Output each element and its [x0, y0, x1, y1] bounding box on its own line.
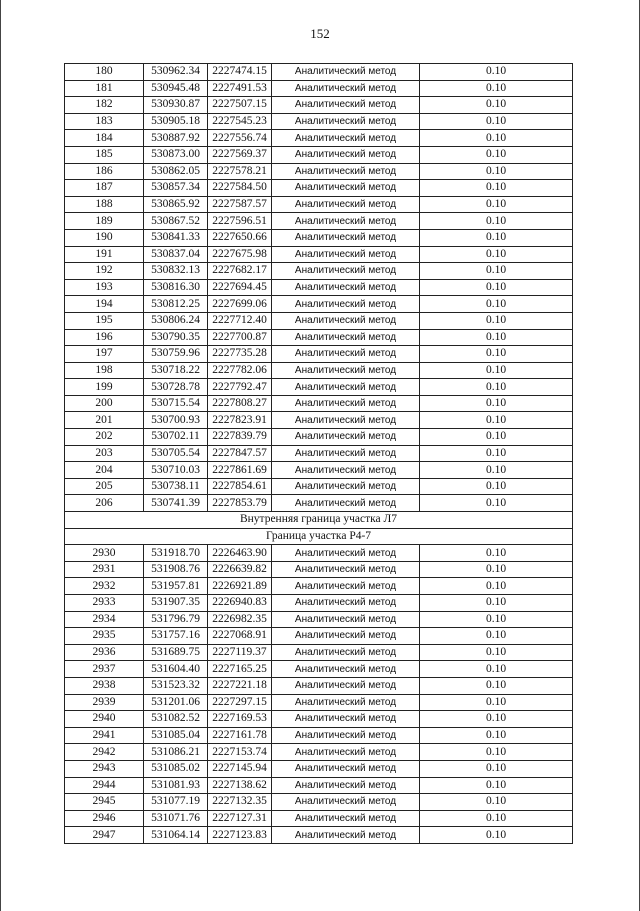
- table-row: [65, 329, 573, 346]
- table-row: [65, 777, 573, 794]
- accuracy-cell: 0.10: [420, 196, 573, 213]
- x-coordinate-cell: 530837.04: [144, 246, 208, 263]
- table-row: [65, 146, 573, 163]
- point-number-cell: 2934: [65, 611, 144, 628]
- y-coordinate-cell: 2227169.53: [208, 711, 272, 728]
- table-row: [65, 362, 573, 379]
- point-number-cell: 2936: [65, 644, 144, 661]
- y-coordinate-cell: 2227596.51: [208, 213, 272, 230]
- method-cell: Аналитический метод: [272, 395, 420, 412]
- method-cell: Аналитический метод: [272, 595, 420, 612]
- accuracy-cell: 0.10: [420, 595, 573, 612]
- point-number-cell: 200: [65, 395, 144, 412]
- point-number-cell: 192: [65, 263, 144, 280]
- method-cell: Аналитический метод: [272, 677, 420, 694]
- x-coordinate-cell: 530806.24: [144, 312, 208, 329]
- table-row: [65, 346, 573, 363]
- point-number-cell: 187: [65, 180, 144, 197]
- x-coordinate-cell: 530862.05: [144, 163, 208, 180]
- accuracy-cell: 0.10: [420, 163, 573, 180]
- y-coordinate-cell: 2227847.57: [208, 445, 272, 462]
- point-number-cell: 199: [65, 379, 144, 396]
- accuracy-cell: 0.10: [420, 113, 573, 130]
- method-cell: Аналитический метод: [272, 711, 420, 728]
- point-number-cell: 2941: [65, 727, 144, 744]
- accuracy-cell: 0.10: [420, 727, 573, 744]
- method-cell: Аналитический метод: [272, 744, 420, 761]
- y-coordinate-cell: 2227569.37: [208, 146, 272, 163]
- y-coordinate-cell: 2227221.18: [208, 677, 272, 694]
- accuracy-cell: 0.10: [420, 296, 573, 313]
- accuracy-cell: 0.10: [420, 677, 573, 694]
- table-row: [65, 246, 573, 263]
- y-coordinate-cell: 2226940.83: [208, 595, 272, 612]
- accuracy-cell: 0.10: [420, 644, 573, 661]
- point-number-cell: 2946: [65, 810, 144, 827]
- table-row: [65, 628, 573, 645]
- method-cell: Аналитический метод: [272, 727, 420, 744]
- method-cell: Аналитический метод: [272, 329, 420, 346]
- table-row: [65, 677, 573, 694]
- y-coordinate-cell: 2227700.87: [208, 329, 272, 346]
- x-coordinate-cell: 531082.52: [144, 711, 208, 728]
- x-coordinate-cell: 531201.06: [144, 694, 208, 711]
- x-coordinate-cell: 530867.52: [144, 213, 208, 230]
- y-coordinate-cell: 2227694.45: [208, 279, 272, 296]
- x-coordinate-cell: 530741.39: [144, 495, 208, 512]
- y-coordinate-cell: 2227650.66: [208, 229, 272, 246]
- y-coordinate-cell: 2227587.57: [208, 196, 272, 213]
- accuracy-cell: 0.10: [420, 180, 573, 197]
- y-coordinate-cell: 2227165.25: [208, 661, 272, 678]
- point-number-cell: 2945: [65, 794, 144, 811]
- y-coordinate-cell: 2227782.06: [208, 362, 272, 379]
- table-row: [65, 727, 573, 744]
- table-row: [65, 794, 573, 811]
- accuracy-cell: 0.10: [420, 379, 573, 396]
- table-row: [65, 760, 573, 777]
- table-row: [65, 97, 573, 114]
- point-number-cell: 181: [65, 80, 144, 97]
- method-cell: Аналитический метод: [272, 296, 420, 313]
- x-coordinate-cell: 530841.33: [144, 229, 208, 246]
- method-cell: Аналитический метод: [272, 611, 420, 628]
- table-row: [65, 545, 573, 562]
- y-coordinate-cell: 2227735.28: [208, 346, 272, 363]
- y-coordinate-cell: 2227682.17: [208, 263, 272, 280]
- section-row-boundary: [65, 528, 573, 545]
- table-row: [65, 478, 573, 495]
- x-coordinate-cell: 531918.70: [144, 545, 208, 562]
- accuracy-cell: 0.10: [420, 263, 573, 280]
- x-coordinate-cell: 531907.35: [144, 595, 208, 612]
- x-coordinate-cell: 530905.18: [144, 113, 208, 130]
- y-coordinate-cell: 2227854.61: [208, 478, 272, 495]
- point-number-cell: 193: [65, 279, 144, 296]
- table-row: [65, 611, 573, 628]
- method-cell: Аналитический метод: [272, 229, 420, 246]
- table-row: [65, 296, 573, 313]
- y-coordinate-cell: 2227145.94: [208, 760, 272, 777]
- section-row-inner-boundary: [65, 512, 573, 529]
- point-number-cell: 184: [65, 130, 144, 147]
- table-row: [65, 196, 573, 213]
- x-coordinate-cell: 531086.21: [144, 744, 208, 761]
- accuracy-cell: 0.10: [420, 312, 573, 329]
- method-cell: Аналитический метод: [272, 760, 420, 777]
- accuracy-cell: 0.10: [420, 395, 573, 412]
- x-coordinate-cell: 530759.96: [144, 346, 208, 363]
- table-row: [65, 578, 573, 595]
- method-cell: Аналитический метод: [272, 379, 420, 396]
- x-coordinate-cell: 531757.16: [144, 628, 208, 645]
- method-cell: Аналитический метод: [272, 113, 420, 130]
- accuracy-cell: 0.10: [420, 130, 573, 147]
- point-number-cell: 2935: [65, 628, 144, 645]
- point-number-cell: 189: [65, 213, 144, 230]
- x-coordinate-cell: 530715.54: [144, 395, 208, 412]
- table-row: [65, 64, 573, 81]
- y-coordinate-cell: 2227161.78: [208, 727, 272, 744]
- method-cell: Аналитический метод: [272, 146, 420, 163]
- point-number-cell: 2932: [65, 578, 144, 595]
- method-cell: Аналитический метод: [272, 777, 420, 794]
- table-row: [65, 229, 573, 246]
- x-coordinate-cell: 530865.92: [144, 196, 208, 213]
- point-number-cell: 195: [65, 312, 144, 329]
- x-coordinate-cell: 530728.78: [144, 379, 208, 396]
- y-coordinate-cell: 2227853.79: [208, 495, 272, 512]
- y-coordinate-cell: 2227068.91: [208, 628, 272, 645]
- table-body-b: [65, 545, 573, 844]
- accuracy-cell: 0.10: [420, 64, 573, 81]
- x-coordinate-cell: 530705.54: [144, 445, 208, 462]
- y-coordinate-cell: 2226639.82: [208, 561, 272, 578]
- point-number-cell: 185: [65, 146, 144, 163]
- table-row: [65, 644, 573, 661]
- accuracy-cell: 0.10: [420, 329, 573, 346]
- x-coordinate-cell: 531908.76: [144, 561, 208, 578]
- accuracy-cell: 0.10: [420, 578, 573, 595]
- accuracy-cell: 0.10: [420, 760, 573, 777]
- y-coordinate-cell: 2227839.79: [208, 429, 272, 446]
- method-cell: Аналитический метод: [272, 163, 420, 180]
- accuracy-cell: 0.10: [420, 246, 573, 263]
- accuracy-cell: 0.10: [420, 744, 573, 761]
- accuracy-cell: 0.10: [420, 561, 573, 578]
- table-row: [65, 445, 573, 462]
- x-coordinate-cell: 531077.19: [144, 794, 208, 811]
- method-cell: Аналитический метод: [272, 246, 420, 263]
- accuracy-cell: 0.10: [420, 412, 573, 429]
- y-coordinate-cell: 2227712.40: [208, 312, 272, 329]
- point-number-cell: 205: [65, 478, 144, 495]
- point-number-cell: 2942: [65, 744, 144, 761]
- x-coordinate-cell: 530702.11: [144, 429, 208, 446]
- method-cell: Аналитический метод: [272, 97, 420, 114]
- y-coordinate-cell: 2227578.21: [208, 163, 272, 180]
- y-coordinate-cell: 2227823.91: [208, 412, 272, 429]
- y-coordinate-cell: 2227491.53: [208, 80, 272, 97]
- y-coordinate-cell: 2226463.90: [208, 545, 272, 562]
- point-number-cell: 182: [65, 97, 144, 114]
- accuracy-cell: 0.10: [420, 810, 573, 827]
- table-row: [65, 130, 573, 147]
- method-cell: Аналитический метод: [272, 429, 420, 446]
- method-cell: Аналитический метод: [272, 362, 420, 379]
- accuracy-cell: 0.10: [420, 478, 573, 495]
- point-number-cell: 191: [65, 246, 144, 263]
- method-cell: Аналитический метод: [272, 312, 420, 329]
- point-number-cell: 202: [65, 429, 144, 446]
- point-number-cell: 2938: [65, 677, 144, 694]
- method-cell: Аналитический метод: [272, 661, 420, 678]
- method-cell: Аналитический метод: [272, 478, 420, 495]
- coordinates-table-container: [64, 63, 572, 844]
- y-coordinate-cell: 2227138.62: [208, 777, 272, 794]
- accuracy-cell: 0.10: [420, 146, 573, 163]
- method-cell: Аналитический метод: [272, 196, 420, 213]
- method-cell: Аналитический метод: [272, 130, 420, 147]
- y-coordinate-cell: 2227792.47: [208, 379, 272, 396]
- point-number-cell: 188: [65, 196, 144, 213]
- method-cell: Аналитический метод: [272, 810, 420, 827]
- accuracy-cell: 0.10: [420, 545, 573, 562]
- point-number-cell: 201: [65, 412, 144, 429]
- x-coordinate-cell: 530832.13: [144, 263, 208, 280]
- point-number-cell: 2931: [65, 561, 144, 578]
- page-edge-left: [0, 0, 1, 911]
- point-number-cell: 2937: [65, 661, 144, 678]
- x-coordinate-cell: 530857.34: [144, 180, 208, 197]
- table-row: [65, 711, 573, 728]
- y-coordinate-cell: 2227545.23: [208, 113, 272, 130]
- method-cell: Аналитический метод: [272, 213, 420, 230]
- y-coordinate-cell: 2227153.74: [208, 744, 272, 761]
- x-coordinate-cell: 531604.40: [144, 661, 208, 678]
- accuracy-cell: 0.10: [420, 229, 573, 246]
- method-cell: Аналитический метод: [272, 462, 420, 479]
- table-row: [65, 379, 573, 396]
- accuracy-cell: 0.10: [420, 827, 573, 844]
- accuracy-cell: 0.10: [420, 80, 573, 97]
- y-coordinate-cell: 2227119.37: [208, 644, 272, 661]
- accuracy-cell: 0.10: [420, 628, 573, 645]
- point-number-cell: 2940: [65, 711, 144, 728]
- table-row: [65, 213, 573, 230]
- x-coordinate-cell: 530945.48: [144, 80, 208, 97]
- method-cell: Аналитический метод: [272, 180, 420, 197]
- x-coordinate-cell: 530816.30: [144, 279, 208, 296]
- table-row: [65, 180, 573, 197]
- section-inner-boundary-label: Внутренняя граница участка Л7: [65, 512, 573, 529]
- accuracy-cell: 0.10: [420, 346, 573, 363]
- method-cell: Аналитический метод: [272, 794, 420, 811]
- accuracy-cell: 0.10: [420, 97, 573, 114]
- accuracy-cell: 0.10: [420, 495, 573, 512]
- table-row: [65, 279, 573, 296]
- method-cell: Аналитический метод: [272, 827, 420, 844]
- table-row: [65, 263, 573, 280]
- accuracy-cell: 0.10: [420, 362, 573, 379]
- accuracy-cell: 0.10: [420, 462, 573, 479]
- point-number-cell: 2933: [65, 595, 144, 612]
- x-coordinate-cell: 531796.79: [144, 611, 208, 628]
- x-coordinate-cell: 531085.02: [144, 760, 208, 777]
- table-row: [65, 694, 573, 711]
- method-cell: Аналитический метод: [272, 263, 420, 280]
- point-number-cell: 204: [65, 462, 144, 479]
- x-coordinate-cell: 531085.04: [144, 727, 208, 744]
- accuracy-cell: 0.10: [420, 794, 573, 811]
- x-coordinate-cell: 530962.34: [144, 64, 208, 81]
- table-row: [65, 412, 573, 429]
- x-coordinate-cell: 530790.35: [144, 329, 208, 346]
- point-number-cell: 2943: [65, 760, 144, 777]
- x-coordinate-cell: 531957.81: [144, 578, 208, 595]
- x-coordinate-cell: 530700.93: [144, 412, 208, 429]
- y-coordinate-cell: 2227861.69: [208, 462, 272, 479]
- point-number-cell: 198: [65, 362, 144, 379]
- x-coordinate-cell: 530812.25: [144, 296, 208, 313]
- y-coordinate-cell: 2226982.35: [208, 611, 272, 628]
- method-cell: Аналитический метод: [272, 412, 420, 429]
- accuracy-cell: 0.10: [420, 694, 573, 711]
- method-cell: Аналитический метод: [272, 64, 420, 81]
- x-coordinate-cell: 531071.76: [144, 810, 208, 827]
- point-number-cell: 2930: [65, 545, 144, 562]
- table-row: [65, 113, 573, 130]
- table-row: [65, 827, 573, 844]
- table-row: [65, 80, 573, 97]
- section-boundary-label: Граница участка Р4-7: [65, 528, 573, 545]
- point-number-cell: 183: [65, 113, 144, 130]
- method-cell: Аналитический метод: [272, 644, 420, 661]
- y-coordinate-cell: 2227132.35: [208, 794, 272, 811]
- method-cell: Аналитический метод: [272, 578, 420, 595]
- y-coordinate-cell: 2227123.83: [208, 827, 272, 844]
- x-coordinate-cell: 530718.22: [144, 362, 208, 379]
- page-number: 152: [310, 26, 330, 41]
- accuracy-cell: 0.10: [420, 279, 573, 296]
- x-coordinate-cell: 531523.32: [144, 677, 208, 694]
- method-cell: Аналитический метод: [272, 561, 420, 578]
- y-coordinate-cell: 2227808.27: [208, 395, 272, 412]
- accuracy-cell: 0.10: [420, 213, 573, 230]
- method-cell: Аналитический метод: [272, 80, 420, 97]
- method-cell: Аналитический метод: [272, 346, 420, 363]
- accuracy-cell: 0.10: [420, 611, 573, 628]
- table-row: [65, 163, 573, 180]
- point-number-cell: 206: [65, 495, 144, 512]
- point-number-cell: 196: [65, 329, 144, 346]
- accuracy-cell: 0.10: [420, 711, 573, 728]
- table-row: [65, 810, 573, 827]
- table-row: [65, 495, 573, 512]
- y-coordinate-cell: 2227507.15: [208, 97, 272, 114]
- point-number-cell: 203: [65, 445, 144, 462]
- table-row: [65, 462, 573, 479]
- y-coordinate-cell: 2227556.74: [208, 130, 272, 147]
- y-coordinate-cell: 2227297.15: [208, 694, 272, 711]
- x-coordinate-cell: 530873.00: [144, 146, 208, 163]
- y-coordinate-cell: 2227699.06: [208, 296, 272, 313]
- x-coordinate-cell: 531689.75: [144, 644, 208, 661]
- method-cell: Аналитический метод: [272, 495, 420, 512]
- table-row: [65, 395, 573, 412]
- table-row: [65, 595, 573, 612]
- x-coordinate-cell: 530887.92: [144, 130, 208, 147]
- x-coordinate-cell: 530930.87: [144, 97, 208, 114]
- point-number-cell: 194: [65, 296, 144, 313]
- y-coordinate-cell: 2227584.50: [208, 180, 272, 197]
- point-number-cell: 186: [65, 163, 144, 180]
- accuracy-cell: 0.10: [420, 429, 573, 446]
- y-coordinate-cell: 2226921.89: [208, 578, 272, 595]
- x-coordinate-cell: 531064.14: [144, 827, 208, 844]
- method-cell: Аналитический метод: [272, 445, 420, 462]
- table-row: [65, 312, 573, 329]
- x-coordinate-cell: 531081.93: [144, 777, 208, 794]
- x-coordinate-cell: 530738.11: [144, 478, 208, 495]
- point-number-cell: 2939: [65, 694, 144, 711]
- method-cell: Аналитический метод: [272, 279, 420, 296]
- table-body-a: [65, 64, 573, 512]
- method-cell: Аналитический метод: [272, 694, 420, 711]
- x-coordinate-cell: 530710.03: [144, 462, 208, 479]
- point-number-cell: 2947: [65, 827, 144, 844]
- table-row: [65, 561, 573, 578]
- y-coordinate-cell: 2227474.15: [208, 64, 272, 81]
- table-row: [65, 429, 573, 446]
- table-row: [65, 661, 573, 678]
- accuracy-cell: 0.10: [420, 777, 573, 794]
- y-coordinate-cell: 2227675.98: [208, 246, 272, 263]
- y-coordinate-cell: 2227127.31: [208, 810, 272, 827]
- table-section-headers: [65, 512, 573, 545]
- point-number-cell: 2944: [65, 777, 144, 794]
- point-number-cell: 180: [65, 64, 144, 81]
- coordinates-table: [64, 63, 573, 844]
- method-cell: Аналитический метод: [272, 545, 420, 562]
- point-number-cell: 190: [65, 229, 144, 246]
- point-number-cell: 197: [65, 346, 144, 363]
- accuracy-cell: 0.10: [420, 445, 573, 462]
- method-cell: Аналитический метод: [272, 628, 420, 645]
- table-row: [65, 744, 573, 761]
- accuracy-cell: 0.10: [420, 661, 573, 678]
